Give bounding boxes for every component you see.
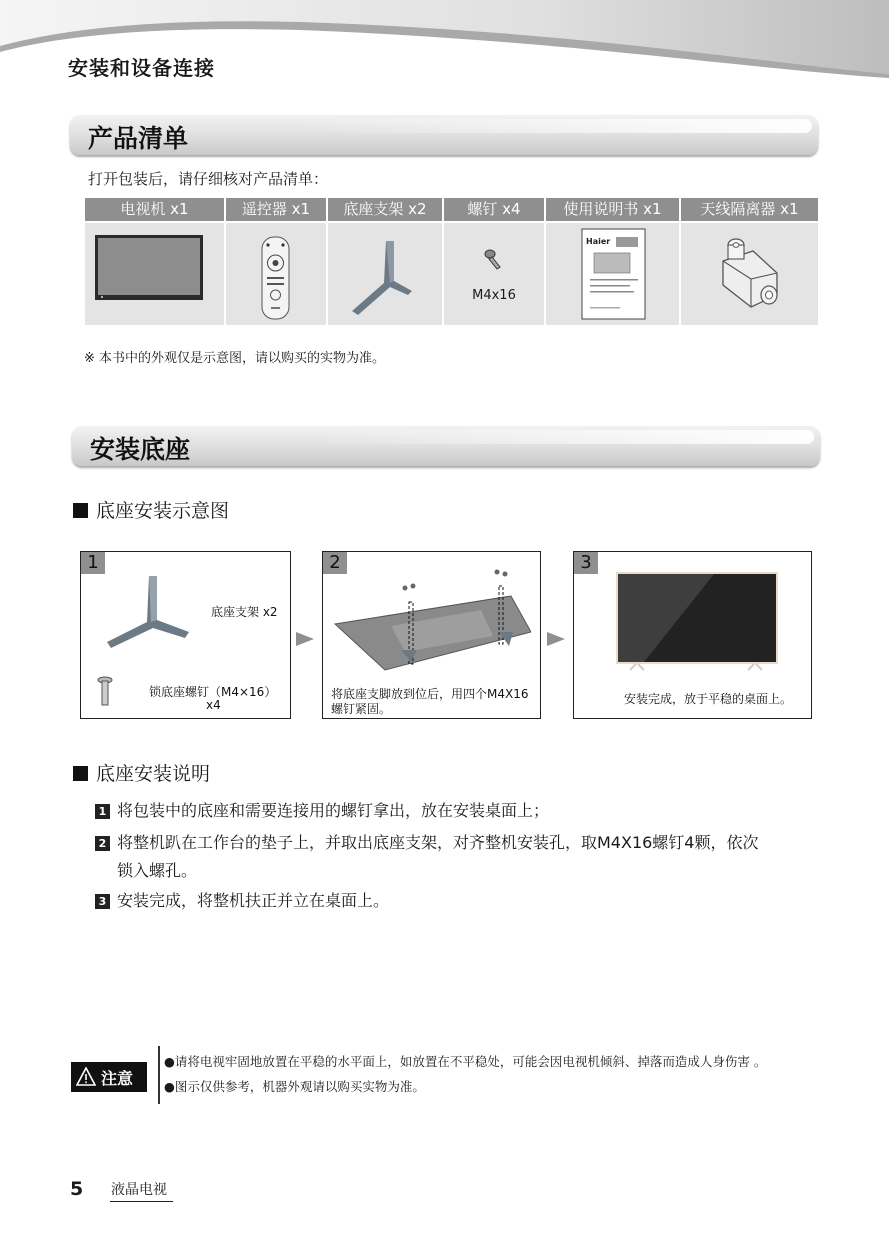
- screw-quantity: x4: [206, 698, 221, 712]
- instruction-item: [95, 829, 759, 885]
- instruction-text: 将整机趴在工作台的垫子上，并取出底座支架，对齐整机安装孔，取M4X16螺钉4颗，依次: [117, 833, 759, 852]
- footer-underline: [110, 1201, 173, 1202]
- tv-icon: [85, 223, 224, 325]
- step-number: 1: [81, 552, 105, 574]
- instructions-heading: [73, 759, 210, 786]
- antenna-isolator-icon: [681, 223, 818, 325]
- diagram-heading-text: 底座安装示意图: [96, 500, 230, 522]
- arrow-right-icon: [547, 632, 565, 646]
- product-label: 螺钉 x4: [444, 198, 544, 221]
- product-table: [85, 198, 818, 325]
- instructions-heading-text: 底座安装说明: [96, 763, 211, 785]
- product-stand: [328, 198, 442, 325]
- step-2-panel: [322, 551, 541, 719]
- arrow-right-icon: [296, 632, 314, 646]
- number-badge: 3: [95, 894, 110, 909]
- product-label: 底座支架 x2: [328, 198, 442, 221]
- screw-label: 锁底座螺钉（M4×16）: [149, 685, 277, 699]
- step-number: 2: [323, 552, 347, 574]
- caution-line: ●图示仅供参考，机器外观请以购买实物为准。: [164, 1079, 425, 1094]
- manual-brand-text: Haier: [586, 237, 611, 246]
- instruction-item: [95, 797, 549, 825]
- caution-line: ●请将电视牢固地放置在平稳的水平面上，如放置在不平稳处，可能会因电视机倾斜、掉落而造成人身伤害 。: [164, 1054, 767, 1069]
- instruction-text-continued: 锁入螺孔。: [117, 861, 198, 880]
- product-manual: [546, 198, 679, 325]
- section-bar-product-list: [70, 115, 818, 155]
- section-title-install-base: 安装底座: [90, 435, 191, 464]
- warning-icon: [76, 1067, 96, 1086]
- product-list-intro: 打开包装后，请仔细核对产品清单：: [88, 170, 329, 188]
- step-3-text: 安装完成，放于平稳的桌面上。: [624, 692, 793, 706]
- step-3-panel: [573, 551, 812, 719]
- tv-standing-illustration: [614, 570, 780, 672]
- manual-icon: [546, 223, 679, 325]
- screw-icon: [444, 223, 544, 283]
- screw-size-caption: M4x16: [472, 288, 516, 303]
- square-bullet-icon: [73, 503, 88, 518]
- step-1-panel: [80, 551, 291, 719]
- instruction-text: 安装完成，将整机扶正并立在桌面上。: [117, 891, 390, 910]
- footer-label: 液晶电视: [111, 1182, 167, 1198]
- product-label: 电视机 x1: [85, 198, 224, 221]
- square-bullet-icon: [73, 766, 88, 781]
- caution-divider: [158, 1046, 160, 1104]
- number-badge: 1: [95, 804, 110, 819]
- step-2-text-line2: 螺钉紧固。: [331, 702, 392, 716]
- tv-facedown-illustration: [331, 566, 531, 676]
- product-antenna-isolator: [681, 198, 818, 325]
- product-screws: [444, 198, 544, 325]
- header-title: 安装和设备连接: [68, 56, 215, 80]
- instruction-text: 将包装中的底座和需要连接用的螺钉拿出，放在安装桌面上；: [117, 801, 550, 820]
- step-2-text-line1: 将底座支脚放到位后，用四个M4X16: [331, 687, 529, 701]
- product-label: 遥控器 x1: [226, 198, 326, 221]
- stand-icon: [328, 223, 442, 325]
- product-tv: [85, 198, 224, 325]
- appearance-note: ※ 本书中的外观仅是示意图，请以购买的实物为准。: [84, 351, 386, 366]
- caution-label: 注意: [101, 1069, 134, 1088]
- stand-icon: [101, 572, 191, 652]
- product-label: 使用说明书 x1: [546, 198, 679, 221]
- instruction-item: [95, 887, 389, 915]
- remote-icon: [226, 223, 326, 325]
- page-number: 5: [70, 1178, 84, 1200]
- screw-icon: [95, 676, 117, 708]
- number-badge: 2: [95, 836, 110, 851]
- caution-badge: [71, 1062, 147, 1092]
- section-bar-install-base: [72, 426, 820, 466]
- product-label: 天线隔离器 x1: [681, 198, 818, 221]
- step-number: 3: [574, 552, 598, 574]
- diagram-heading: [73, 496, 229, 523]
- stand-label: 底座支架 x2: [211, 605, 278, 619]
- section-title-product-list: 产品清单: [88, 124, 189, 153]
- product-remote: [226, 198, 326, 325]
